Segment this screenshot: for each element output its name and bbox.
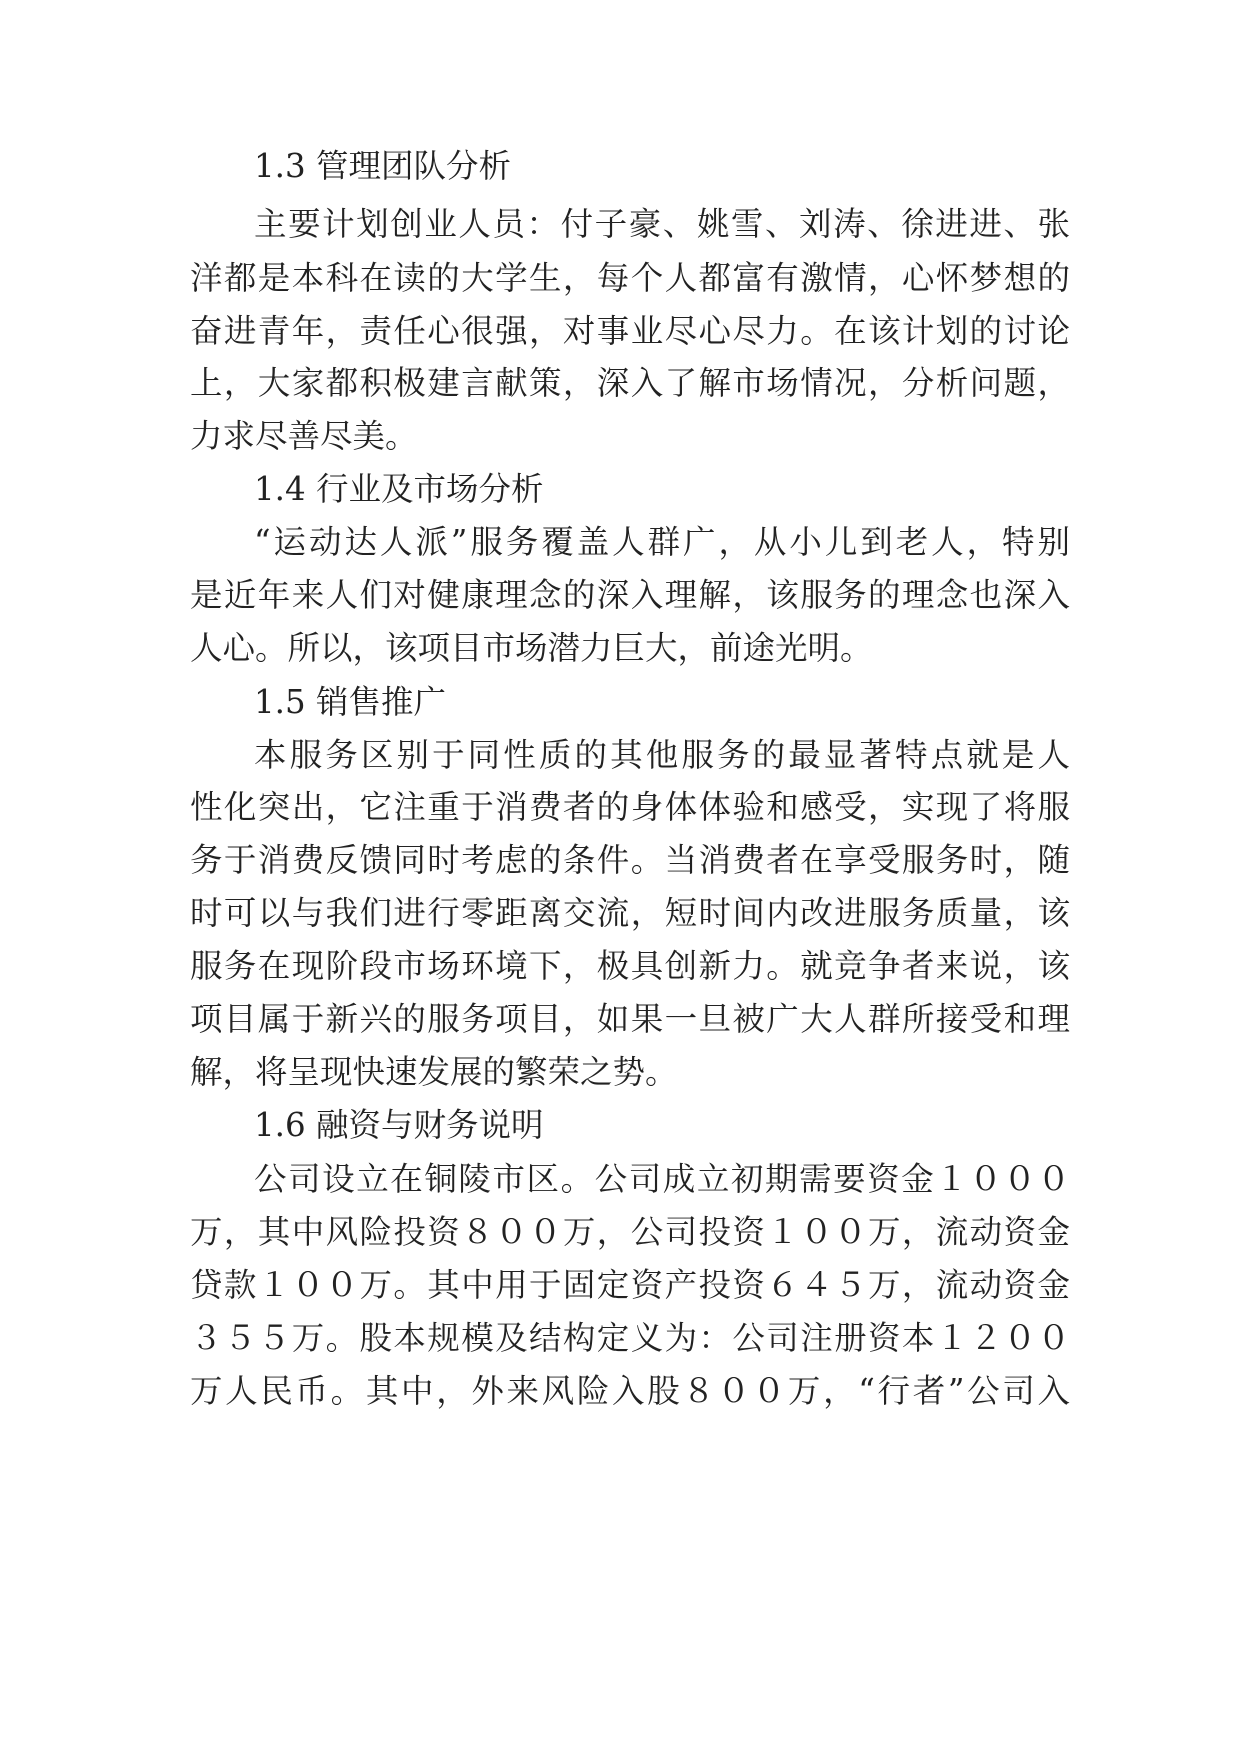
paragraph-line: 解，将呈现快速发展的繁荣之势。	[190, 1053, 678, 1091]
paragraph-line: 洋都是本科在读的大学生，每个人都富有激情，心怀梦想的	[190, 259, 1070, 297]
paragraph-line: 性化突出，它注重于消费者的身体体验和感受，实现了将服	[190, 788, 1070, 826]
paragraph-line: 万人民币。其中，外来风险入股８００万，“行者”公司入	[190, 1372, 1070, 1410]
paragraph-line: 服务在现阶段市场环境下，极具创新力。就竞争者来说，该	[190, 947, 1070, 985]
section-heading-1-4: 1.4 行业及市场分析	[254, 470, 544, 508]
paragraph-line: 本服务区别于同性质的其他服务的最显著特点就是人	[254, 736, 1070, 774]
paragraph-line: 人心。所以，该项目市场潜力巨大，前途光明。	[190, 629, 873, 667]
paragraph-line: 公司设立在铜陵市区。公司成立初期需要资金１０００	[254, 1160, 1070, 1198]
paragraph-line: 奋进青年，责任心很强，对事业尽心尽力。在该计划的讨论	[190, 312, 1070, 350]
paragraph-line: 务于消费反馈同时考虑的条件。当消费者在享受服务时，随	[190, 841, 1070, 879]
paragraph-line: 是近年来人们对健康理念的深入理解，该服务的理念也深入	[190, 576, 1070, 614]
paragraph-line: 力求尽善尽美。	[190, 417, 418, 455]
paragraph-line: 项目属于新兴的服务项目，如果一旦被广大人群所接受和理	[190, 1000, 1070, 1038]
section-heading-1-6: 1.6 融资与财务说明	[254, 1106, 544, 1144]
paragraph-line: 时可以与我们进行零距离交流，短时间内改进服务质量，该	[190, 894, 1070, 932]
paragraph-line: 上，大家都积极建言献策，深入了解市场情况，分析问题，	[190, 364, 1070, 402]
paragraph-line: “运动达人派”服务覆盖人群广，从小儿到老人，特别	[254, 523, 1070, 561]
paragraph-line: 贷款１００万。其中用于固定资产投资６４５万，流动资金	[190, 1266, 1070, 1304]
paragraph-line: 主要计划创业人员：付子豪、姚雪、刘涛、徐进进、张	[254, 205, 1070, 243]
section-heading-1-5: 1.5 销售推广	[254, 683, 447, 721]
paragraph-line: ３５５万。股本规模及结构定义为：公司注册资本１２００	[190, 1319, 1070, 1357]
section-heading-1-3: 1.3 管理团队分析	[254, 147, 512, 185]
paragraph-line: 万，其中风险投资８００万，公司投资１００万，流动资金	[190, 1213, 1070, 1251]
